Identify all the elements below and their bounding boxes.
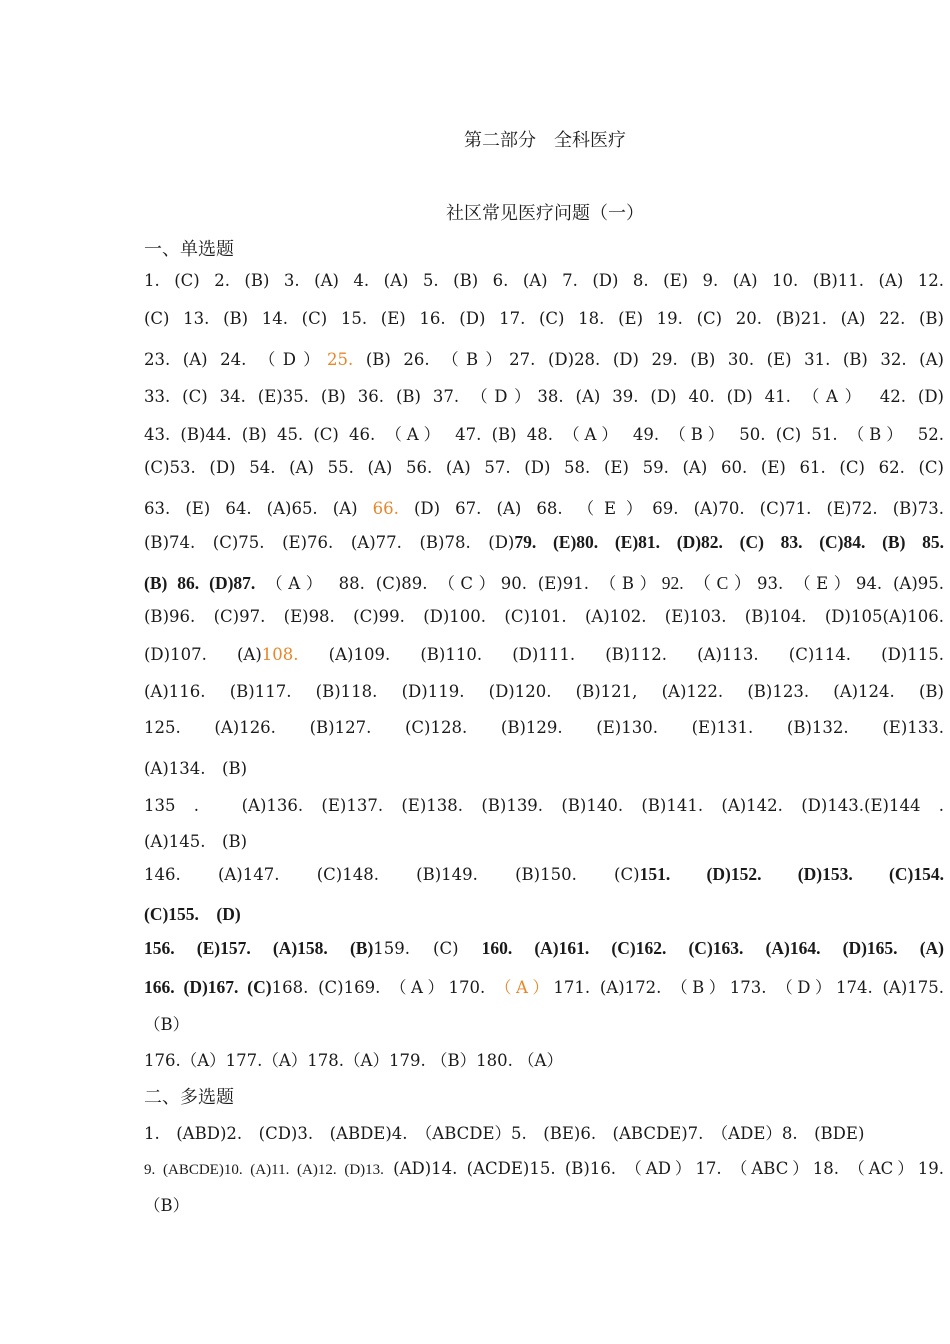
answer-line: 63. (E) 64. (A)65. (A) 66. (D) 67. (A) 68. （E）69. (A)70. (C)71. (E)72. (B)73. <box>144 499 944 518</box>
answer-line: (A)116. (B)117. (B)118. (D)119. (D)120. (B)121, (A)122. (B)123. (A)124. (B) <box>144 682 944 701</box>
section-heading-multiple-choice: 二、多选题 <box>144 1087 234 1108</box>
answer-line: (D)107. (A)108. (A)109. (B)110. (D)111. (B)112. (A)113. (C)114. (D)115. <box>144 645 944 664</box>
answer-line: 9. (ABCDE)10. (A)11. (A)12. (D)13. (AD)14. (ACDE)15. (B)16. （AD）17. （ABC）18. （AC）19. <box>144 1159 944 1178</box>
answer-line: 23. (A) 24. （D）25. (B) 26. （B）27. (D)28. (D) 29. (B) 30. (E) 31. (B) 32. (A) <box>144 350 944 369</box>
highlighted-answer: （A） <box>494 978 554 997</box>
highlighted-answer: 108. <box>261 645 299 664</box>
answer-line: 176.（A）177.（A）178.（A）179. （B）180. （A） <box>144 1051 563 1070</box>
answer-line: 1. (ABD)2. (CD)3. (ABDE)4. （ABCDE）5. (BE)6. (ABCDE)7. （ADE）8. (BDE) <box>144 1124 865 1143</box>
highlighted-answer: 25. <box>327 350 354 369</box>
answer-line: 33. (C) 34. (E)35. (B) 36. (B) 37. （D）38. (A) 39. (D) 40. (D) 41. （A） 42. (D) <box>144 387 944 406</box>
answer-line: 125. (A)126. (B)127. (C)128. (B)129. (E)130. (E)131. (B)132. (E)133. <box>144 718 944 737</box>
answer-line: (B)74. (C)75. (E)76. (A)77. (B)78. (D)79. (E)80. (E)81. (D)82. (C) 83. (C)84. (B) 85. <box>144 532 944 552</box>
answer-line: 1. (C) 2. (B) 3. (A) 4. (A) 5. (B) 6. (A) 7. (D) 8. (E) 9. (A) 10. (B)11. (A) 12. <box>144 271 944 290</box>
answer-line: (A)145. (B) <box>144 832 248 851</box>
answer-line: （B） <box>144 1196 190 1215</box>
answer-line: 166. (D)167. (C)168. (C)169. （A）170. （A）171. (A)172. （B）173. （D）174. (A)175. <box>144 977 944 997</box>
answer-line: （B） <box>144 1015 190 1034</box>
answer-line: 43. (B)44. (B) 45. (C) 46. （A） 47. (B) 48. （A） 49. （B） 50. (C) 51. （B） 52. <box>144 425 944 444</box>
answer-line: 156. (E)157. (A)158. (B)159. (C) 160. (A)161. (C)162. (C)163. (A)164. (D)165. (A) <box>144 938 944 958</box>
answer-line: (C)53. (D) 54. (A) 55. (A) 56. (A) 57. (D) 58. (E) 59. (A) 60. (E) 61. (C) 62. (C) <box>144 458 944 477</box>
answer-line: (C)155. (D) <box>144 904 241 924</box>
answer-line: 146. (A)147. (C)148. (B)149. (B)150. (C)151. (D)152. (D)153. (C)154. <box>144 864 944 884</box>
answer-line: (C) 13. (B) 14. (C) 15. (E) 16. (D) 17. (C) 18. (E) 19. (C) 20. (B)21. (A) 22. (B) <box>144 309 944 328</box>
answer-line: (B) 86. (D)87. （A） 88. (C)89. （C）90. (E)91. （B）92. （C）93. （E）94. (A)95. <box>144 573 944 593</box>
chapter-title: 社区常见医疗问题（一） <box>446 203 644 224</box>
part-title: 第二部分 全科医疗 <box>464 130 626 151</box>
answer-line: (B)96. (C)97. (E)98. (C)99. (D)100. (C)101. (A)102. (E)103. (B)104. (D)105(A)106. <box>144 607 944 626</box>
answer-line: (A)134. (B) <box>144 759 248 778</box>
section-heading-single-choice: 一、单选题 <box>144 239 234 260</box>
answer-line: 135 . (A)136. (E)137. (E)138. (B)139. (B)140. (B)141. (A)142. (D)143.(E)144 . <box>144 796 944 815</box>
highlighted-answer: 66. <box>372 499 399 518</box>
